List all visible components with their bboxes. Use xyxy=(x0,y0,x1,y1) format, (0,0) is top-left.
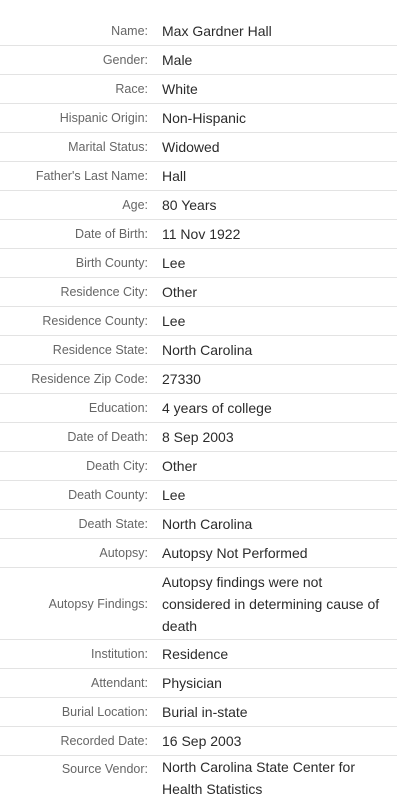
field-value-residence-zip-code: 27330 xyxy=(162,371,201,387)
field-row-marital-status xyxy=(0,133,397,162)
field-label-recorded-date: Recorded Date: xyxy=(60,734,148,748)
field-value-autopsy-findings: Autopsy findings were not considered in determining cause of death xyxy=(162,573,380,634)
field-value-education: 4 years of college xyxy=(162,400,272,416)
field-value-age: 80 Years xyxy=(162,197,217,213)
field-value-autopsy: Autopsy Not Performed xyxy=(162,545,308,561)
field-row-residence-county xyxy=(0,307,397,336)
field-value-recorded-date: 16 Sep 2003 xyxy=(162,733,242,749)
field-value-residence-state: North Carolina xyxy=(162,342,253,358)
field-value-name: Max Gardner Hall xyxy=(162,23,272,39)
field-label-birth-county: Birth County: xyxy=(75,256,148,270)
field-row-name xyxy=(0,17,397,46)
field-row-death-state xyxy=(0,510,397,539)
field-label-residence-zip-code: Residence Zip Code: xyxy=(31,372,148,386)
field-row-death-county xyxy=(0,481,397,510)
field-value-hispanic-origin: Non-Hispanic xyxy=(162,110,247,126)
field-row-autopsy-findings xyxy=(0,568,397,640)
field-row-source-vendor xyxy=(0,756,397,804)
field-label-autopsy-findings: Autopsy Findings: xyxy=(48,596,148,611)
field-row-date-of-birth xyxy=(0,220,397,249)
field-value-attendant: Physician xyxy=(162,675,222,691)
field-value-race: White xyxy=(162,81,198,97)
field-label-death-city: Death City: xyxy=(86,459,148,473)
field-row-autopsy xyxy=(0,539,397,568)
field-value-residence-city: Other xyxy=(162,284,198,300)
field-value-death-city: Other xyxy=(162,458,198,474)
field-label-death-state: Death State: xyxy=(78,517,148,531)
field-label-institution: Institution: xyxy=(91,647,148,661)
field-row-residence-state xyxy=(0,336,397,365)
field-label-age: Age: xyxy=(122,198,148,212)
field-row-race xyxy=(0,75,397,104)
field-row-residence-zip-code xyxy=(0,365,397,394)
field-value-institution: Residence xyxy=(162,646,229,662)
field-label-name: Name: xyxy=(111,24,148,38)
field-value-death-county: Lee xyxy=(162,487,186,503)
field-row-education xyxy=(0,394,397,423)
field-row-burial-location xyxy=(0,698,397,727)
field-value-date-of-death: 8 Sep 2003 xyxy=(162,429,234,445)
field-row-attendant xyxy=(0,669,397,698)
field-label-source-vendor: Source Vendor: xyxy=(61,762,148,776)
field-label-burial-location: Burial Location: xyxy=(61,705,148,719)
field-row-hispanic-origin xyxy=(0,104,397,133)
field-row-fathers-last-name xyxy=(0,162,397,191)
field-value-source-vendor: North Carolina State Center for Health Statistics xyxy=(162,759,355,797)
field-label-gender: Gender: xyxy=(102,53,148,67)
field-label-death-county: Death County: xyxy=(68,488,148,502)
field-row-residence-city xyxy=(0,278,397,307)
field-label-education: Education: xyxy=(88,401,148,415)
field-label-hispanic-origin: Hispanic Origin: xyxy=(59,111,148,125)
field-row-birth-county xyxy=(0,249,397,278)
field-row-recorded-date xyxy=(0,727,397,756)
field-value-fathers-last-name: Hall xyxy=(162,168,187,184)
field-label-residence-county: Residence County: xyxy=(42,314,148,328)
field-label-race: Race: xyxy=(115,82,148,96)
field-value-residence-county: Lee xyxy=(162,313,186,329)
field-value-marital-status: Widowed xyxy=(162,139,220,155)
field-label-residence-city: Residence City: xyxy=(60,285,148,299)
field-value-date-of-birth: 11 Nov 1922 xyxy=(162,226,241,242)
field-row-death-city xyxy=(0,452,397,481)
field-row-institution xyxy=(0,640,397,669)
field-row-age xyxy=(0,191,397,220)
field-label-attendant: Attendant: xyxy=(91,676,148,690)
field-label-fathers-last-name: Father's Last Name: xyxy=(35,169,148,183)
field-value-gender: Male xyxy=(162,52,193,68)
field-label-marital-status: Marital Status: xyxy=(68,140,148,154)
field-value-death-state: North Carolina xyxy=(162,516,253,532)
field-row-gender xyxy=(0,46,397,75)
field-value-burial-location: Burial in-state xyxy=(162,704,248,720)
field-label-date-of-death: Date of Death: xyxy=(67,430,148,444)
field-value-birth-county: Lee xyxy=(162,255,186,271)
field-row-date-of-death xyxy=(0,423,397,452)
field-label-residence-state: Residence State: xyxy=(52,343,148,357)
field-label-date-of-birth: Date of Birth: xyxy=(75,227,148,241)
field-label-autopsy: Autopsy: xyxy=(99,546,148,560)
